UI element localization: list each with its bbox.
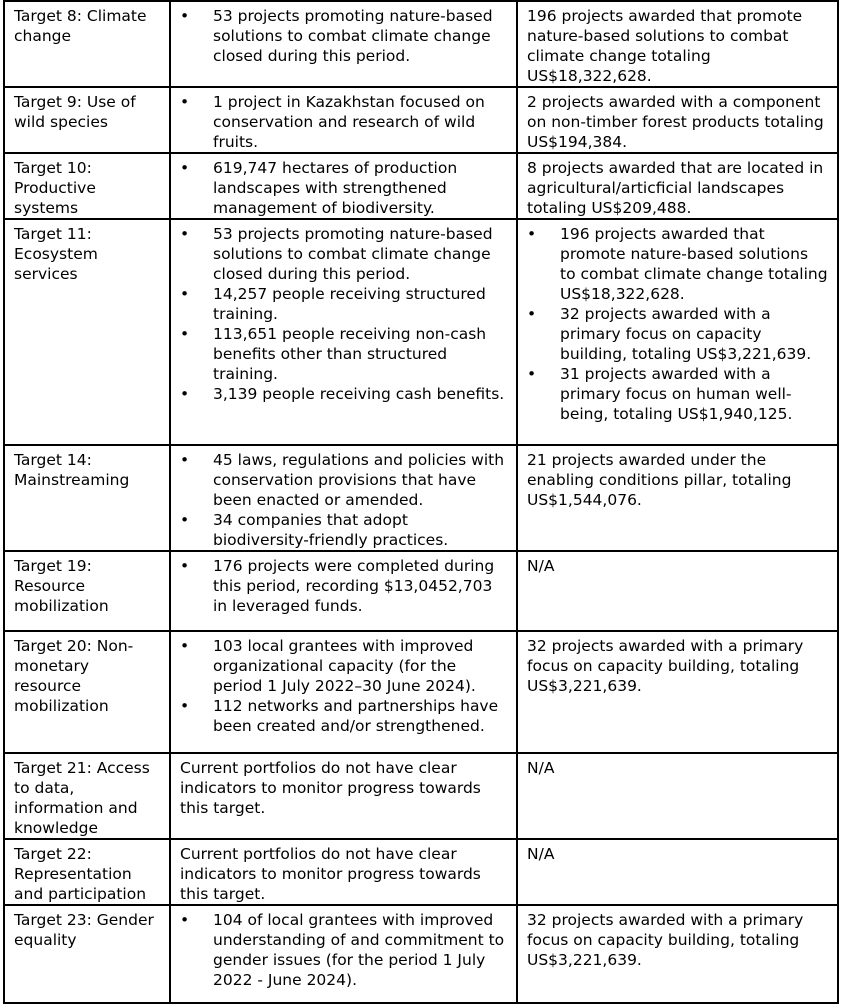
- table-row: [4, 445, 838, 551]
- target-cell: [4, 753, 170, 839]
- results-cell: [170, 839, 517, 905]
- cell-text: 21 projects awarded under the enabling conditions pillar, totaling US$1,544,076.: [527, 451, 792, 509]
- bullet-item: • 31 projects awarded with a primary focus on human well-being, totaling US$1,940,125.: [527, 364, 828, 424]
- target-label: Target 23: Gender equality: [14, 911, 154, 949]
- target-label: Target 22: Representation and participation: [14, 845, 147, 903]
- table-row: [4, 839, 838, 905]
- cell-text: 196 projects awarded that promote nature-based solutions to combat climate change totaling US$18,322,628.: [527, 7, 803, 85]
- target-label: Target 21: Access to data, information and knowledge: [14, 759, 150, 837]
- awards-cell: [517, 87, 838, 153]
- target-cell: [4, 631, 170, 753]
- cell-text: N/A: [527, 845, 555, 863]
- awards-cell: [517, 839, 838, 905]
- bullet-item: • 112 networks and partnerships have been created and/or strengthened.: [180, 696, 507, 736]
- target-cell: [4, 87, 170, 153]
- cell-text: Current portfolios do not have clear indicators to monitor progress towards this target.: [180, 845, 481, 903]
- table-row: [4, 219, 838, 445]
- bullet-list: [180, 556, 507, 616]
- target-cell: [4, 905, 170, 1003]
- bullet-item: • 45 laws, regulations and policies with conservation provisions that have been enacted or amended.: [180, 450, 507, 510]
- bullet-list: [180, 158, 507, 218]
- results-cell: [170, 753, 517, 839]
- cell-text: 32 projects awarded with a primary focus on capacity building, totaling US$3,221,639.: [527, 637, 804, 695]
- awards-cell: [517, 219, 838, 445]
- table-row: [4, 1, 838, 87]
- bullet-item: • 14,257 people receiving structured training.: [180, 284, 507, 324]
- results-cell: [170, 631, 517, 753]
- awards-cell: [517, 905, 838, 1003]
- bullet-item: • 53 projects promoting nature-based solutions to combat climate change closed during this period.: [180, 224, 507, 284]
- table-row: [4, 631, 838, 753]
- results-cell: [170, 551, 517, 631]
- bullet-list: [180, 636, 507, 736]
- bullet-item: • 3,139 people receiving cash benefits.: [180, 384, 507, 404]
- bullet-item: • 53 projects promoting nature-based solutions to combat climate change closed during this period.: [180, 6, 507, 66]
- results-cell: [170, 445, 517, 551]
- bullet-list: [180, 910, 507, 990]
- results-cell: [170, 219, 517, 445]
- awards-cell: [517, 631, 838, 753]
- bullet-list: [180, 450, 507, 550]
- awards-cell: [517, 1, 838, 87]
- table-row: [4, 551, 838, 631]
- awards-cell: [517, 753, 838, 839]
- bullet-item: • 1 project in Kazakhstan focused on conservation and research of wild fruits.: [180, 92, 507, 152]
- target-cell: [4, 219, 170, 445]
- awards-cell: [517, 153, 838, 219]
- results-cell: [170, 905, 517, 1003]
- target-label: Target 10: Productive systems: [14, 159, 96, 217]
- bullet-list: [180, 92, 507, 152]
- bullet-list: [527, 224, 828, 424]
- results-cell: [170, 153, 517, 219]
- target-label: Target 8: Climate change: [14, 7, 147, 45]
- target-label: Target 9: Use of wild species: [14, 93, 136, 131]
- table-row: [4, 87, 838, 153]
- table-row: [4, 905, 838, 1003]
- awards-cell: [517, 445, 838, 551]
- bullet-list: [180, 224, 507, 404]
- bullet-item: • 196 projects awarded that promote nature-based solutions to combat climate change totaling US$18,322,628.: [527, 224, 828, 304]
- bullet-item: • 32 projects awarded with a primary focus on capacity building, totaling US$3,221,639.: [527, 304, 828, 364]
- targets-table: [3, 0, 839, 1004]
- bullet-item: • 34 companies that adopt biodiversity-friendly practices.: [180, 510, 507, 550]
- target-label: Target 14: Mainstreaming: [14, 451, 130, 489]
- target-label: Target 11: Ecosystem services: [14, 225, 98, 283]
- table-row: [4, 153, 838, 219]
- target-cell: [4, 445, 170, 551]
- target-label: Target 19: Resource mobilization: [14, 557, 109, 615]
- target-cell: [4, 1, 170, 87]
- awards-cell: [517, 551, 838, 631]
- bullet-item: • 104 of local grantees with improved understanding of and commitment to gender issues (for the period 1 July 2022 - June 2024).: [180, 910, 507, 990]
- bullet-item: • 176 projects were completed during this period, recording $13,0452,703 in leveraged funds.: [180, 556, 507, 616]
- bullet-item: • 103 local grantees with improved organizational capacity (for the period 1 July 2022–30 June 2024).: [180, 636, 507, 696]
- bullet-item: • 619,747 hectares of production landscapes with strengthened management of biodiversity.: [180, 158, 507, 218]
- cell-text: N/A: [527, 557, 555, 575]
- cell-text: 2 projects awarded with a component on non-timber forest products totaling US$194,384.: [527, 93, 824, 151]
- results-cell: [170, 87, 517, 153]
- cell-text: N/A: [527, 759, 555, 777]
- bullet-item: • 113,651 people receiving non-cash benefits other than structured training.: [180, 324, 507, 384]
- target-cell: [4, 839, 170, 905]
- table-row: [4, 753, 838, 839]
- target-cell: [4, 153, 170, 219]
- target-label: Target 20: Non-monetary resource mobilization: [14, 637, 134, 715]
- cell-text: Current portfolios do not have clear indicators to monitor progress towards this target.: [180, 759, 481, 817]
- target-cell: [4, 551, 170, 631]
- cell-text: 32 projects awarded with a primary focus on capacity building, totaling US$3,221,639.: [527, 911, 804, 969]
- results-cell: [170, 1, 517, 87]
- bullet-list: [180, 6, 507, 66]
- cell-text: 8 projects awarded that are located in agricultural/articficial landscapes totaling US$209,488.: [527, 159, 824, 217]
